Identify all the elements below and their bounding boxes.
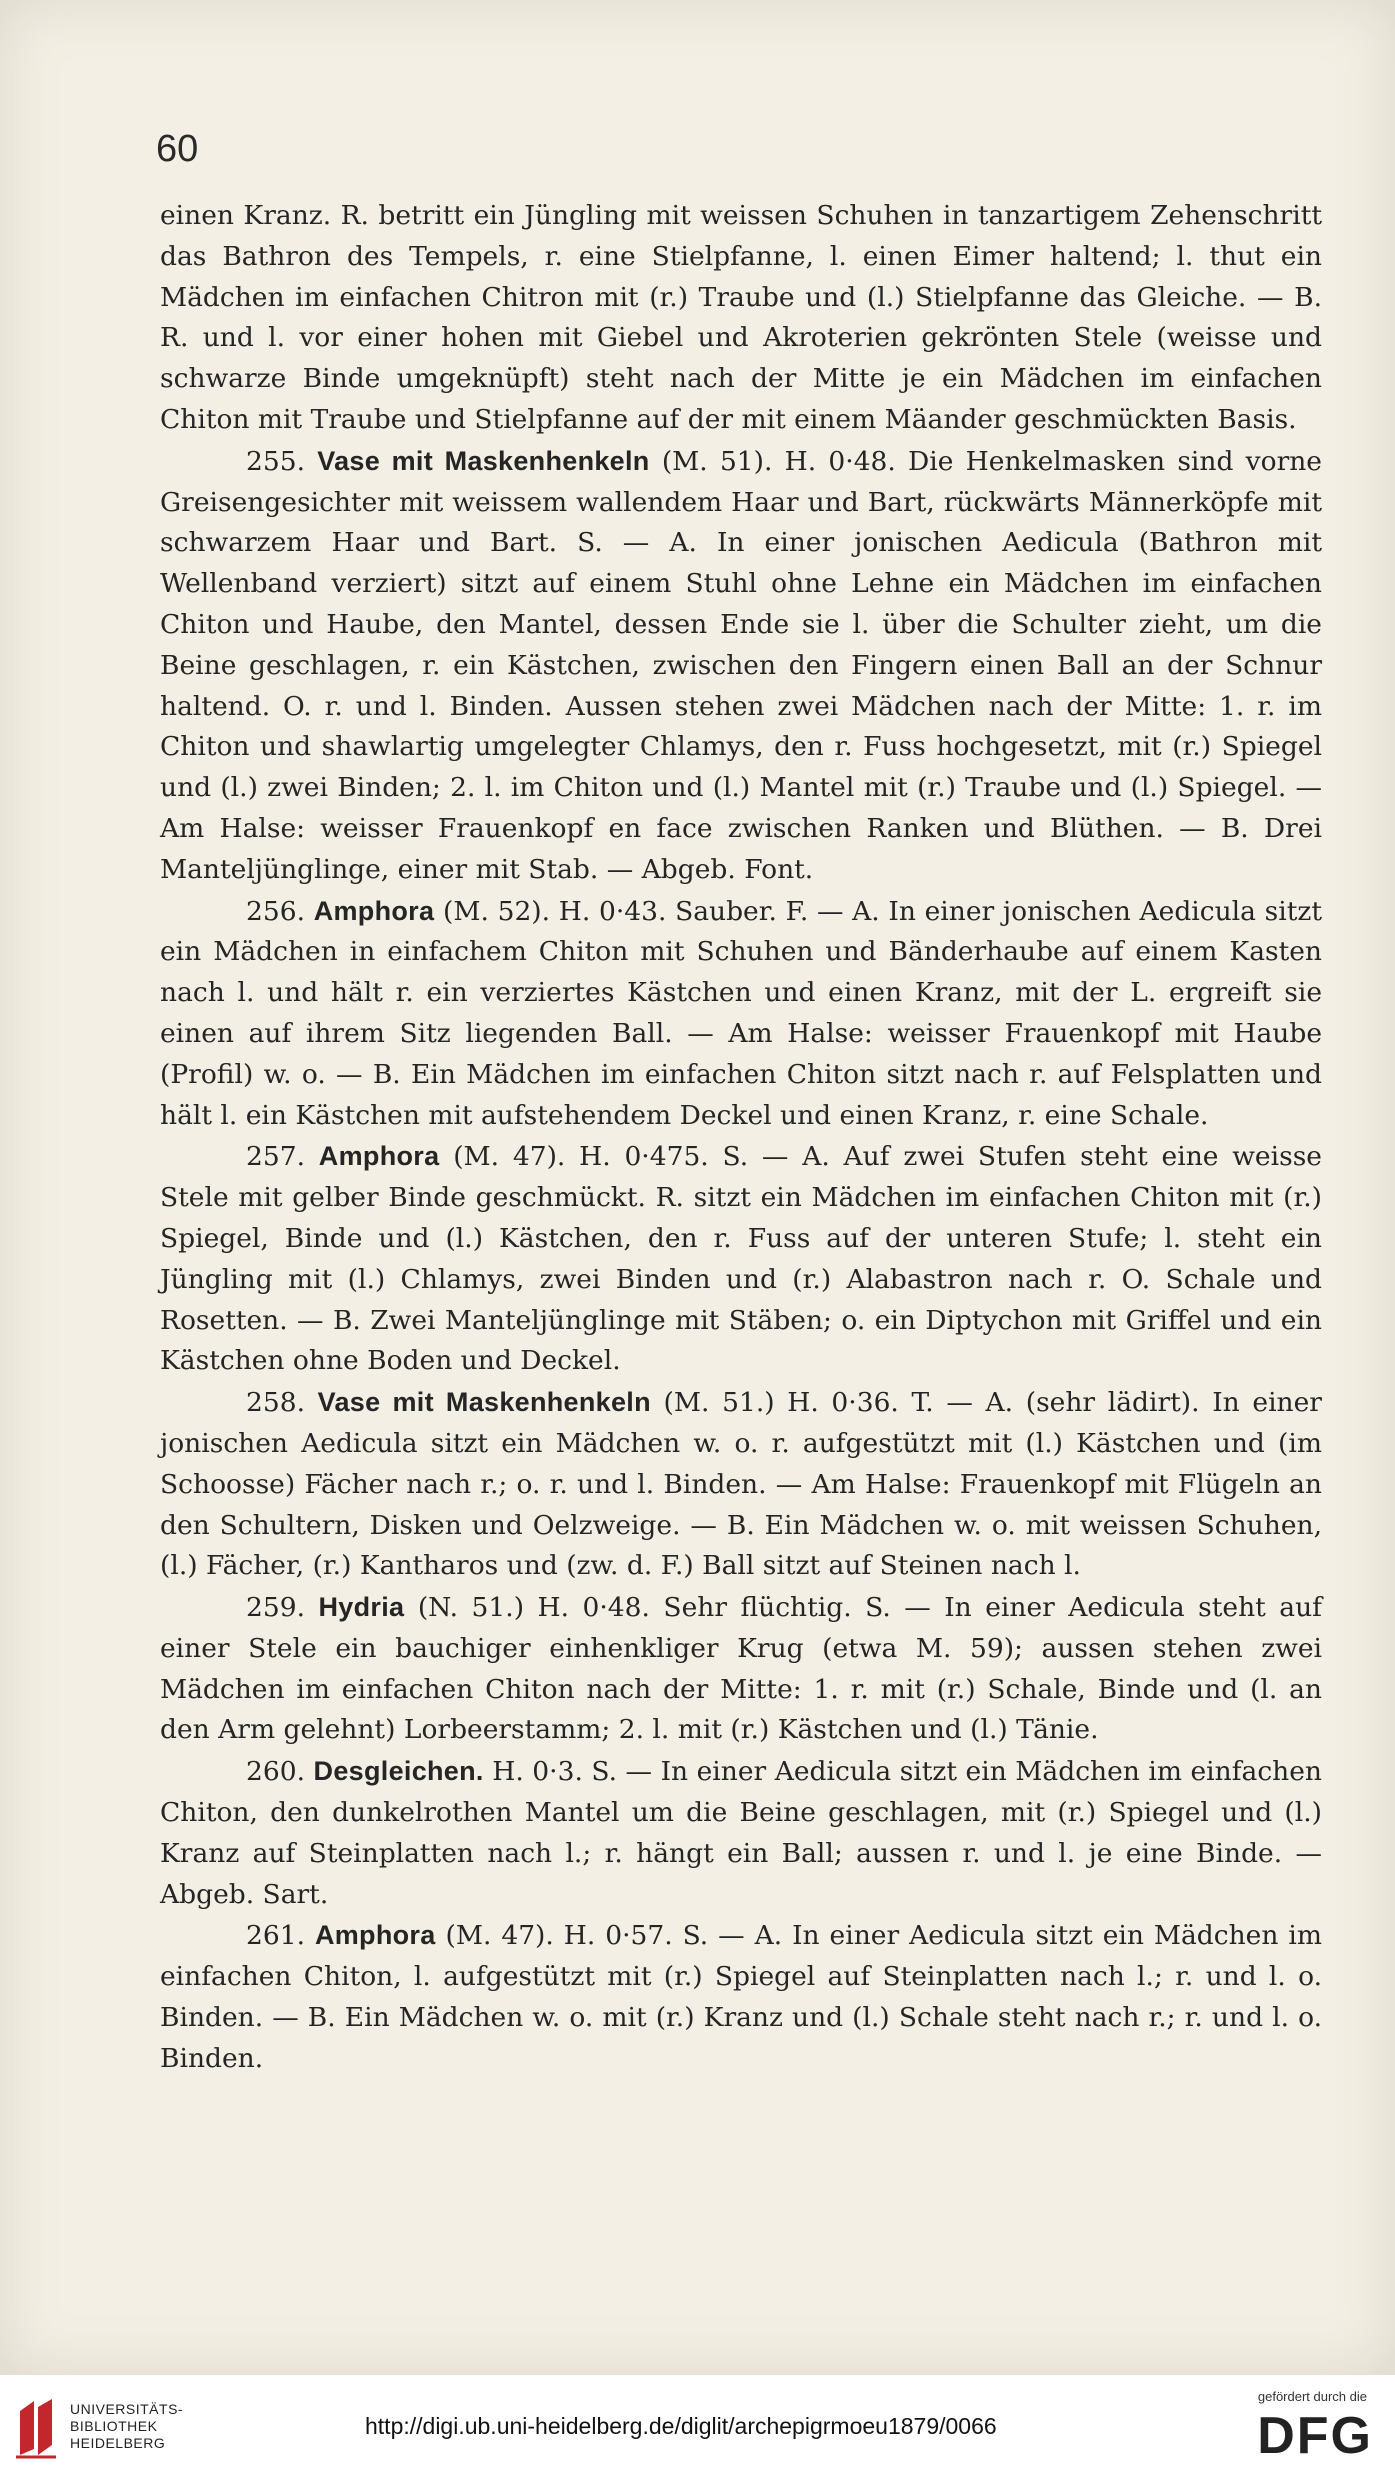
viewer-footer <box>0 2375 1395 2478</box>
entry-text: (M. 51). H. 0·48. Die Henkelmasken sind vorne Greisengesichter mit weissem wallendem Haar und Bart, rückwärts Männerköpfe mit schwarzem Haar und Bart. S. — A. In einer jonischen Aedicula (Bathron mit Wellenband verziert) sitzt auf einem Stuhl ohne Lehne ein Mädchen im einfachen Chiton und Haube, den Mantel, dessen Ende sie l. über die Schulter zieht, um die Beine geschlagen, r. ein Kästchen, zwischen den Fingern einen Ball an der Schnur haltend. O. r. und l. Binden. Aussen stehen zwei Mädchen nach der Mitte: 1. r. im Chiton und shawlartig umgelegter Chlamys, den r. Fuss hochgesetzt, mit (r.) Spiegel und (l.) zwei Binden; 2. l. im Chiton und (l.) Mantel mit (r.) Traube und (l.) Spiegel. — Am Halse: weisser Frauenkopf en face zwischen Ranken und Blüthen. — B. Drei Manteljünglinge, einer mit Stab. — Abgeb. Font. <box>160 445 1322 885</box>
entry-text: (M. 52). H. 0·43. Sauber. F. — A. In einer jonischen Aedicula sitzt ein Mädchen in einfachem Chiton mit Schuhen und Bänderhaube auf einem Kasten nach l. und hält r. ein verziertes Kästchen und einen Kranz, mit der L. ergreift sie einen auf ihrem Sitz liegenden Ball. — Am Halse: weisser Frauenkopf mit Haube (Profil) w. o. — B. Ein Mädchen im einfachen Chiton sitzt nach r. auf Felsplatten und hält l. ein Kästchen mit aufstehendem Deckel und einen Kranz, r. eine Schale. <box>160 895 1322 1131</box>
entry-title: Amphora <box>318 1141 440 1172</box>
entry-257 <box>160 1136 1322 1382</box>
paragraph-text: einen Kranz. R. betritt ein Jüngling mit weissen Schuhen in tanzartigem Zehenschritt das Bathron des Tempels, r. eine Stielpfanne, l. einen Eimer haltend; l. thut ein Mädchen im einfachen Chitron mit (r.) Traube und (l.) Stielpfanne das Gleiche. — B. R. und l. vor einer hohen mit Giebel und Akroterien gekrönten Stele (weisse und schwarze Binde umgeknüpft) steht nach der Mitte je ein Mädchen im einfachen Chiton mit Traube und Stielpfanne auf der mit einem Mäander geschmückten Basis. <box>160 200 1322 435</box>
library-emblem-icon <box>14 2397 58 2459</box>
university-library-logo[interactable] <box>14 2397 254 2459</box>
library-name <box>70 2401 183 2452</box>
entry-text: (M. 47). H. 0·475. S. — A. Auf zwei Stufen steht eine weisse Stele mit gelber Binde geschmückt. R. sitzt ein Mädchen im einfachen Chiton mit (r.) Spiegel, Binde und (l.) Kästchen, den r. Fuss auf der unteren Stufe; l. steht ein Jüngling mit (l.) Chlamys, zwei Binden und (r.) Alabastron nach r. O. Schale und Rosetten. — B. Zwei Manteljünglinge mit Stäben; o. ein Diptychon mit Griffel und ein Kästchen ohne Boden und Deckel. <box>160 1141 1322 1377</box>
entry-text: (M. 51.) H. 0·36. T. — A. (sehr lädirt). In einer jonischen Aedicula sitzt ein Mädchen w. o. r. aufgestützt mit (l.) Kästchen und (im Schoosse) Fächer nach r.; o. r. und l. Binden. — Am Halse: Frauenkopf mit Flügeln an den Schultern, Disken und Oelzweige. — B. Ein Mädchen w. o. mit weissen Schuhen, (l.) Fächer, (r.) Kantharos und (zw. d. F.) Ball sitzt auf Steinen nach l. <box>160 1387 1322 1582</box>
entry-256 <box>160 891 1322 1137</box>
entry-number: 260. <box>246 1756 306 1788</box>
library-name-line: UNIVERSITÄTS- <box>70 2401 184 2417</box>
entry-title: Vase mit Maskenhenkeln <box>317 1387 651 1418</box>
permalink-url[interactable]: http://digi.ub.uni-heidelberg.de/diglit/archepigrmoeu1879/0066 <box>365 2413 997 2439</box>
entry-text: (N. 51.) H. 0·48. Sehr flüchtig. S. — In einer Aedicula steht auf einer Stele ein bauchiger einhenkliger Krug (etwa M. 59); aussen stehen zwei Mädchen im einfachen Chiton nach der Mitte: 1. r. mit (r.) Schale, Binde und (l. an den Arm gelehnt) Lorbeerstamm; 2. l. mit (r.) Kästchen und (l.) Tänie. <box>160 1592 1322 1746</box>
entry-title: Amphora <box>314 1920 436 1951</box>
entry-number: 259. <box>246 1592 306 1624</box>
funding-label: gefördert durch die <box>1257 2389 1367 2404</box>
entry-text: H. 0·3. S. — In einer Aedicula sitzt ein Mädchen im einfachen Chiton, den dunkelrothen Mantel um die Beine geschlagen, mit (r.) Spiegel und (l.) Kranz auf Steinplatten nach l.; r. hängt ein Ball; aussen r. und l. je eine Binde. — Abgeb. Sart. <box>160 1756 1322 1910</box>
entry-258 <box>160 1382 1322 1587</box>
dfg-wordmark: DFG <box>1257 2407 1373 2465</box>
entry-number: 256. <box>246 895 306 927</box>
dfg-logo[interactable] <box>1203 2389 1373 2464</box>
entry-number: 255. <box>246 445 306 477</box>
library-name-line: HEIDELBERG <box>70 2435 166 2451</box>
entry-title: Desgleichen. <box>313 1756 484 1787</box>
paragraph-continuation <box>160 196 1322 441</box>
entry-text: (M. 47). H. 0·57. S. — A. In einer Aedicula sitzt ein Mädchen im einfachen Chiton, l. aufgestützt mit (r.) Spiegel auf Steinplatten nach l.; r. und l. o. Binden. — B. Ein Mädchen w. o. mit (r.) Kranz und (l.) Schale steht nach r.; r. und l. o. Binden. <box>160 1920 1322 2074</box>
page-number: 60 <box>156 128 199 170</box>
entry-260 <box>160 1751 1322 1915</box>
entry-259 <box>160 1587 1322 1751</box>
entry-261 <box>160 1915 1322 2079</box>
entry-title: Hydria <box>318 1592 405 1623</box>
entry-number: 261. <box>246 1920 306 1952</box>
entry-title: Amphora <box>313 895 435 926</box>
catalogue-text <box>160 196 1322 2080</box>
entry-number: 257. <box>246 1141 306 1173</box>
entry-title: Vase mit Maskenhenkeln <box>317 445 650 476</box>
library-name-line: BIBLIOTHEK <box>70 2418 158 2434</box>
entry-number: 258. <box>246 1387 306 1419</box>
entry-255 <box>160 441 1322 891</box>
